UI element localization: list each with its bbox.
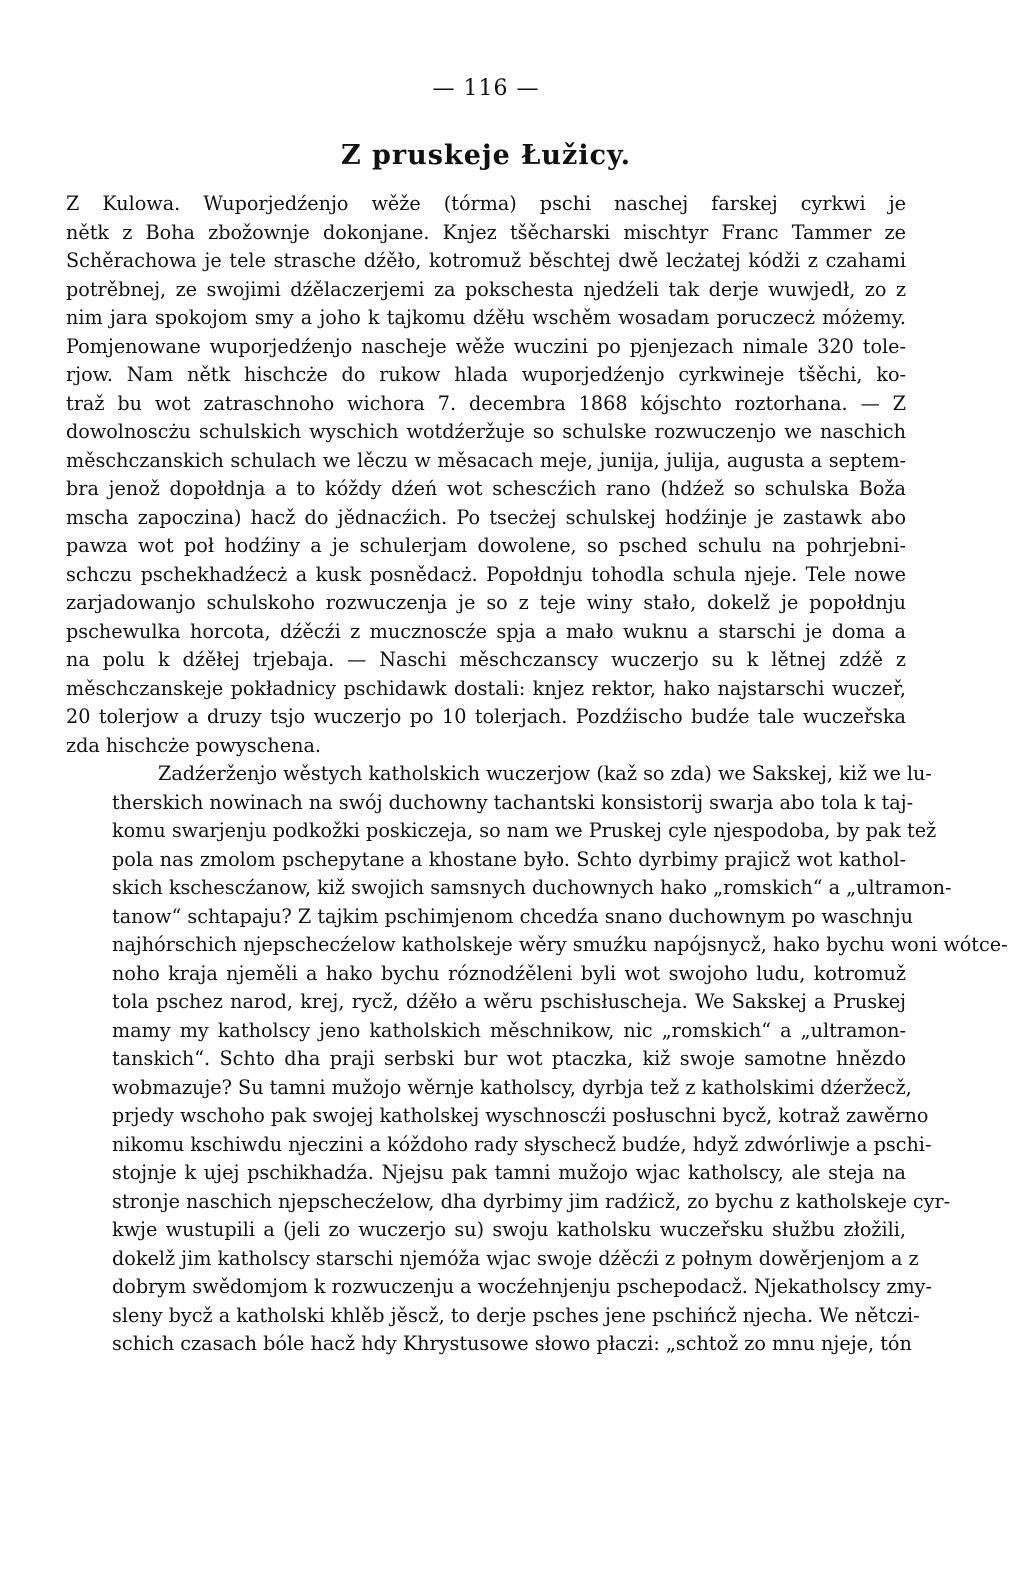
article-heading: Z pruskeje Łužicy. bbox=[340, 140, 632, 171]
page-number: — 116 — bbox=[432, 76, 540, 101]
text-line: nětk z Boha zbožownje dokonjane. Knjez tšěcharski mischtyr Franc Tammer ze bbox=[66, 220, 906, 244]
text-line: noho kraja njeměli a hako bychu róznodźěleni byli wot swojoho ludu, kotromuž bbox=[112, 961, 906, 985]
text-line: Zadźerženjo wěstych katholskich wuczerjow (kaž so zda) we Sakskej, kiž we lu- bbox=[158, 762, 932, 785]
article-body bbox=[66, 190, 1008, 1359]
text-line: 20 tolerjow a druzy tsjo wuczerjo po 10 tolerjach. Pozdźischo budźe tale wuczeřska bbox=[66, 705, 906, 728]
text-line: komu swarjenju podkožki poskiczeja, so nam we Pruskej cyle njespodoba, by pak tež bbox=[112, 819, 937, 842]
text-line: rjow. Nam nětk hischcże do rukow hlada wuporjedźenjo cyrkwineje tšěchi, ko- bbox=[66, 363, 906, 386]
text-line: měschczanskich schulach we lěczu w měsacach meje, junija, julija, augusta a septem- bbox=[66, 448, 906, 472]
text-line: najhórschich njepschecźelow katholskeje wěry smuźku napójsnycž, hako bychu woni wótce- bbox=[112, 933, 1008, 956]
text-line: mscha zapoczina) hacž do jědnacźich. Po tsecżej schulskej hodźinje je zastawk abo bbox=[66, 505, 906, 529]
text-line: pawza wot poł hodźiny a je schulerjam dowolene, so psched schulu na pohrjebni- bbox=[66, 534, 906, 557]
text-line: bra jenož dopołdnja a to kóždy dźeń wot schescźich rano (hdźež so schulska Boža bbox=[66, 477, 906, 500]
text-line: na polu k dźěłej trjebaja. — Naschi měschczanscy wuczerjo su k lětnej zdźě z bbox=[66, 648, 906, 671]
page bbox=[66, 0, 1008, 1577]
text-line: mamy my katholscy jeno katholskich měschnikow, nic „romskich“ a „ultramon- bbox=[112, 1018, 906, 1042]
text-line: zda hischcże powyschena. bbox=[66, 733, 321, 757]
text-line: dobrym swědomjom k rozwuczenju a wocźehnjenju pschepodacž. Njekatholscy zmy- bbox=[112, 1275, 932, 1298]
text-line: nikomu kschiwdu njeczini a kóždoho rady słyschecž budźe, hdyž zdwórliwje a pschi- bbox=[112, 1132, 932, 1156]
text-line: pola nas zmolom pschepytane a khostane było. Schto dyrbimy prajicž wot kathol- bbox=[112, 847, 906, 871]
text-line: dokelž jim katholscy starschi njemóža wjac swoje dźěcźi z połnym dowěrjenjom a z bbox=[112, 1246, 919, 1270]
text-line: pschewulka horcota, dźěcźi z mucznoscźe spja a mało wuknu a starschi je doma a bbox=[66, 619, 906, 643]
text-line: tola pschez narod, krej, rycž, dźěło a wěru pschisłuscheja. We Sakskej a Pruskej bbox=[112, 990, 906, 1013]
text-line: skich kschescźanow, kiž swojich samsnych duchownych hako „romskich“ a „ultramon- bbox=[112, 876, 952, 899]
text-line: kwje wustupili a (jeli zo wuczerjo su) swoju katholsku wuczeřsku słužbu złožili, bbox=[112, 1218, 906, 1241]
text-line: tanskich“. Schto dha praji serbski bur wot ptaczka, kiž swoje samotne hnězdo bbox=[112, 1047, 906, 1070]
text-line: therskich nowinach na swój duchowny tachantski konsistorij swarja abo tola k taj- bbox=[112, 790, 914, 814]
text-line: prjedy wschoho pak swojej katholskej wyschnoscźi posłuschni bycž, kotraž zawěrno bbox=[112, 1104, 929, 1127]
text-line: nim jara spokojom smy a joho k tajkomu dźěłu wschěm wosadam poruczecż móżemy. bbox=[66, 306, 906, 329]
text-line: tanow“ schtapaju? Z tajkim pschimjenom chcedźa snano duchownym po waschnju bbox=[112, 904, 913, 928]
text-line: wobmazuje? Su tamni mužojo wěrnje katholscy, dyrbja tež z katholskimi dźeržecž, bbox=[112, 1075, 912, 1099]
text-line: sleny bycž a katholski khlěb jěscž, to derje psches jene pschińcž njecha. We nětczi- bbox=[112, 1303, 920, 1327]
text-line: měschczanskeje pokładnicy pschidawk dostali: knjez rektor, hako najstarschi wuczeř, bbox=[66, 676, 906, 700]
text-line: potrěbnej, ze swojimi dźělaczerjemi za pokschesta njedźeli tak derje wuwjedł, zo z bbox=[66, 277, 906, 301]
text-line: stojnje k ujej pschikhadźa. Njejsu pak tamni mužojo wjac katholscy, ale steja na bbox=[112, 1161, 906, 1184]
text-line: stronje naschich njepschecźelow, dha dyrbimy jim radźicž, zo bychu z katholskeje cyr- bbox=[112, 1189, 951, 1213]
paragraph bbox=[66, 190, 906, 760]
text-line: traž bu wot zatraschnoho wichora 7. decembra 1868 kójschto roztorhana. — Z bbox=[66, 391, 906, 415]
text-line: Z Kulowa. Wuporjedźenjo wěže (tórma) pschi naschej farskej cyrkwi je bbox=[66, 192, 906, 215]
text-line: schich czasach bóle hacž hdy Khrystusowe słowo płaczi: „schtož zo mnu njeje, tón bbox=[112, 1332, 912, 1355]
paragraph bbox=[66, 760, 1008, 1359]
text-line: dowolnoscżu schulskich wyschich wotdźeržuje so schulske rozwuczenjo we naschich bbox=[66, 420, 906, 443]
text-line: zarjadowanjo schulskoho rozwuczenja je so z teje winy stało, dokelž je popołdnju bbox=[66, 591, 906, 614]
text-line: schczu pschekhadźecż a kusk posnědacż. Popołdnju tohodla schula njeje. Tele nowe bbox=[66, 562, 906, 586]
text-line: Pomjenowane wuporjedźenjo nascheje wěže wuczini po pjenjezach nimale 320 tole- bbox=[66, 334, 906, 358]
text-line: Schěrachowa je tele strasche dźěło, kotromuž běschtej dwě lecżatej kódži z czahami bbox=[66, 249, 906, 272]
